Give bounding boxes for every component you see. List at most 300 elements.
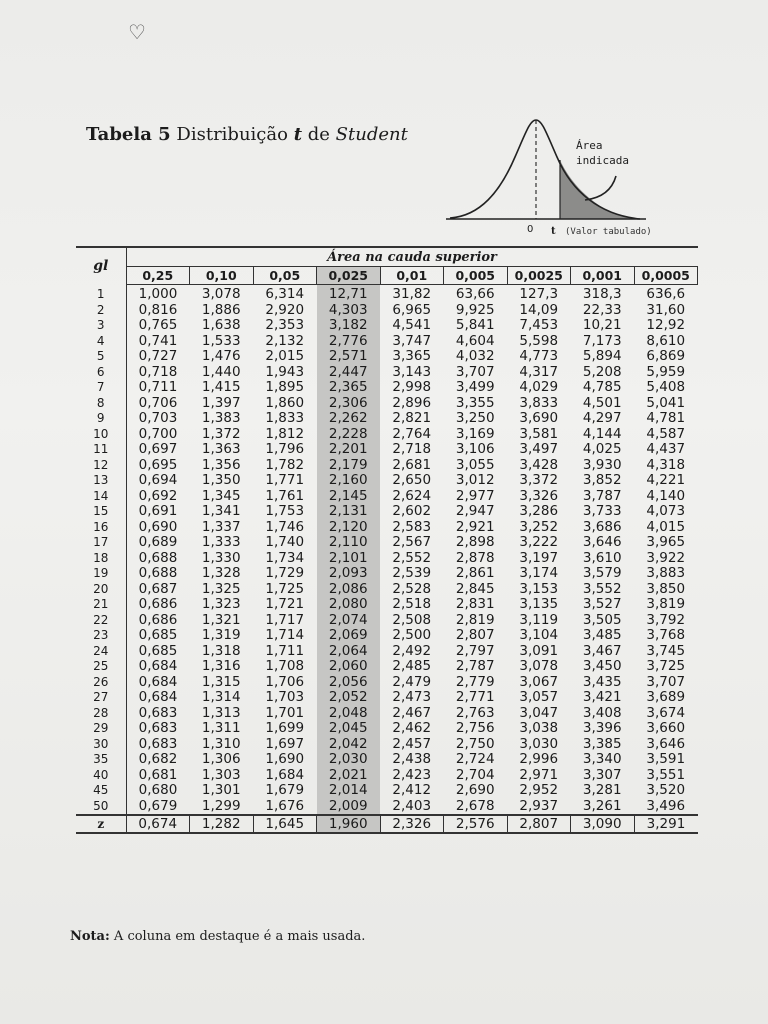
value-cell: 2,787 — [455, 658, 495, 674]
value-cell: 0,706 — [138, 394, 178, 411]
value-cell: 2,690 — [455, 782, 495, 798]
value-cell: 2,998 — [392, 379, 432, 395]
value-cell: 3,747 — [392, 332, 432, 349]
value-cell: 2,262 — [317, 411, 381, 427]
value-cell: 3,182 — [317, 318, 381, 334]
value-cell: 3,497 — [519, 441, 559, 457]
note-label: Nota: — [70, 929, 110, 944]
note-text: A coluna em destaque é a mais usada. — [113, 929, 366, 944]
value-cell: 2,776 — [317, 334, 381, 350]
value-cell: 0,741 — [138, 332, 178, 349]
value-cell: 3,030 — [519, 735, 559, 752]
value-cell: 1,708 — [265, 658, 305, 674]
value-cell: 2,042 — [317, 737, 381, 753]
table-row — [76, 659, 698, 675]
df-cell: 10 — [76, 427, 126, 443]
df-cell: 16 — [76, 520, 126, 536]
value-cell: 4,317 — [519, 363, 559, 380]
value-cell: 1,746 — [265, 518, 305, 535]
value-cell: 4,025 — [582, 441, 622, 457]
value-cell: 0,686 — [138, 596, 178, 612]
value-cell: 3,689 — [646, 689, 686, 705]
value-cell: 2,179 — [317, 458, 381, 474]
z-row — [76, 815, 698, 833]
axis-caption: (Valor tabulado) — [565, 227, 652, 237]
prob-header: 0,10 — [190, 267, 254, 285]
value-cell: 2,423 — [392, 766, 432, 783]
value-cell: 1,333 — [201, 534, 241, 550]
value-cell: 7,453 — [519, 317, 559, 333]
value-cell: 0,703 — [138, 410, 178, 426]
value-cell: 3,745 — [646, 642, 686, 659]
value-cell: 2,015 — [265, 348, 305, 364]
value-cell: 2,447 — [317, 365, 381, 381]
value-cell: 5,408 — [646, 379, 686, 395]
value-cell: 3,355 — [455, 394, 495, 411]
value-cell: 0,680 — [138, 782, 178, 798]
value-cell: 2,500 — [392, 627, 432, 643]
value-cell: 0,718 — [138, 363, 178, 380]
value-cell: 1,341 — [201, 503, 241, 519]
table-row — [76, 675, 698, 691]
value-cell: 3,055 — [455, 456, 495, 473]
value-cell: 3,660 — [646, 720, 686, 736]
value-cell: 2,567 — [392, 534, 432, 550]
value-cell: 1,345 — [201, 487, 241, 504]
value-cell: 14,09 — [519, 301, 559, 318]
table-row — [76, 458, 698, 474]
value-cell: 1,753 — [265, 503, 305, 519]
value-cell: 0,816 — [138, 301, 178, 318]
value-cell: 9,925 — [455, 301, 495, 318]
value-cell: 2,779 — [455, 673, 495, 690]
value-cell: 1,703 — [265, 689, 305, 705]
value-cell: 5,041 — [646, 394, 686, 411]
value-cell: 1,706 — [265, 673, 305, 690]
value-cell: 0,686 — [138, 611, 178, 628]
value-cell: 2,996 — [519, 751, 559, 767]
value-cell: 4,318 — [646, 456, 686, 473]
value-cell: 2,457 — [392, 735, 432, 752]
value-cell: 127,3 — [519, 286, 559, 302]
value-cell: 2,228 — [317, 427, 381, 443]
value-cell: 1,895 — [265, 379, 305, 395]
value-cell: 8,610 — [646, 332, 686, 349]
value-cell: 3,733 — [582, 503, 622, 519]
value-cell: 4,501 — [582, 394, 622, 411]
value-cell: 4,221 — [646, 472, 686, 488]
table-row — [76, 768, 698, 784]
value-cell: 0,684 — [138, 673, 178, 690]
table-row — [76, 285, 698, 303]
value-cell: 3,467 — [582, 642, 622, 659]
df-cell: 4 — [76, 334, 126, 350]
area-header: Área na cauda superior — [126, 247, 698, 267]
df-cell: 35 — [76, 752, 126, 768]
value-cell: 1,316 — [201, 658, 241, 674]
value-cell: 0,681 — [138, 766, 178, 783]
value-cell: 1,714 — [265, 627, 305, 643]
value-cell: 2,048 — [317, 706, 381, 722]
value-cell: 2,132 — [265, 332, 305, 349]
value-cell: 0,711 — [138, 379, 178, 395]
value-cell: 4,773 — [519, 348, 559, 364]
value-cell: 2,160 — [317, 473, 381, 489]
value-cell: 3,307 — [582, 766, 622, 783]
value-cell: 2,485 — [392, 658, 432, 674]
table-row — [76, 783, 698, 799]
value-cell: 2,921 — [455, 518, 495, 535]
t-distribution-figure — [440, 112, 660, 227]
value-cell: 2,412 — [392, 782, 432, 798]
z-value-cell: 1,960 — [317, 815, 381, 833]
df-cell: 25 — [76, 659, 126, 675]
value-cell: 3,119 — [519, 611, 559, 628]
value-cell: 2,845 — [455, 580, 495, 597]
value-cell: 6,869 — [646, 348, 686, 364]
value-cell: 2,052 — [317, 690, 381, 706]
value-cell: 2,583 — [392, 518, 432, 535]
value-cell: 2,064 — [317, 644, 381, 660]
value-cell: 0,685 — [138, 642, 178, 659]
value-cell: 3,174 — [519, 565, 559, 581]
value-cell: 4,144 — [582, 425, 622, 442]
value-cell: 2,602 — [392, 503, 432, 519]
value-cell: 3,408 — [582, 704, 622, 721]
value-cell: 3,707 — [455, 363, 495, 380]
table-row — [76, 334, 698, 350]
value-cell: 3,520 — [646, 782, 686, 798]
z-value-cell: 1,645 — [253, 815, 317, 833]
value-cell: 0,700 — [138, 425, 178, 442]
value-cell: 7,173 — [582, 332, 622, 349]
value-cell: 1,383 — [201, 410, 241, 426]
df-cell: 21 — [76, 597, 126, 613]
df-cell: 15 — [76, 504, 126, 520]
table-row — [76, 706, 698, 722]
value-cell: 12,71 — [317, 285, 381, 303]
value-cell: 4,587 — [646, 425, 686, 442]
value-cell: 2,947 — [455, 503, 495, 519]
df-cell: 50 — [76, 799, 126, 816]
value-cell: 0,683 — [138, 720, 178, 736]
value-cell: 2,898 — [455, 534, 495, 550]
value-cell: 0,727 — [138, 348, 178, 364]
value-cell: 1,886 — [201, 301, 241, 318]
table-row — [76, 380, 698, 396]
prob-header: 0,025 — [317, 267, 381, 285]
value-cell: 0,684 — [138, 658, 178, 674]
df-cell: 18 — [76, 551, 126, 567]
value-cell: 2,807 — [455, 627, 495, 643]
value-cell: 3,078 — [201, 286, 241, 302]
value-cell: 3,646 — [582, 534, 622, 550]
value-cell: 2,101 — [317, 551, 381, 567]
value-cell: 2,014 — [317, 783, 381, 799]
value-cell: 1,440 — [201, 363, 241, 380]
value-cell: 2,492 — [392, 642, 432, 659]
title-t: t — [293, 124, 303, 145]
value-cell: 1,729 — [265, 565, 305, 581]
value-cell: 1,796 — [265, 441, 305, 457]
table-row — [76, 473, 698, 489]
value-cell: 2,479 — [392, 673, 432, 690]
value-cell: 2,861 — [455, 565, 495, 581]
value-cell: 3,686 — [582, 518, 622, 535]
value-cell: 2,030 — [317, 752, 381, 768]
df-cell: 17 — [76, 535, 126, 551]
value-cell: 1,314 — [201, 689, 241, 705]
df-cell: 3 — [76, 318, 126, 334]
value-cell: 4,437 — [646, 441, 686, 457]
value-cell: 2,878 — [455, 549, 495, 566]
value-cell: 318,3 — [582, 286, 622, 302]
value-cell: 3,922 — [646, 549, 686, 566]
value-cell: 1,943 — [265, 363, 305, 380]
value-cell: 1,310 — [201, 735, 241, 752]
value-cell: 5,841 — [455, 317, 495, 333]
axis-zero-label: 0 — [527, 224, 534, 235]
value-cell: 3,153 — [519, 580, 559, 597]
value-cell: 3,646 — [646, 735, 686, 752]
value-cell: 3,135 — [519, 596, 559, 612]
value-cell: 2,365 — [317, 380, 381, 396]
z-value-cell: 2,807 — [507, 815, 571, 833]
df-cell: 2 — [76, 303, 126, 319]
value-cell: 1,684 — [265, 766, 305, 783]
value-cell: 3,365 — [392, 348, 432, 364]
title-student: Student — [335, 124, 408, 145]
table-row — [76, 365, 698, 381]
value-cell: 3,450 — [582, 658, 622, 674]
value-cell: 1,812 — [265, 425, 305, 442]
area-label-line2: indicada — [576, 154, 629, 167]
df-cell: 19 — [76, 566, 126, 582]
value-cell: 0,679 — [138, 797, 178, 814]
value-cell: 1,711 — [265, 642, 305, 659]
table-row — [76, 644, 698, 660]
value-cell: 1,318 — [201, 642, 241, 659]
value-cell: 1,306 — [201, 751, 241, 767]
value-cell: 2,462 — [392, 720, 432, 736]
table-row — [76, 690, 698, 706]
df-cell: 22 — [76, 613, 126, 629]
heart-doodle: ♡ — [128, 20, 146, 44]
value-cell: 2,528 — [392, 580, 432, 597]
value-cell: 1,311 — [201, 720, 241, 736]
value-cell: 3,833 — [519, 394, 559, 411]
value-cell: 1,721 — [265, 596, 305, 612]
value-cell: 3,222 — [519, 534, 559, 550]
gl-header: gl — [76, 247, 126, 285]
value-cell: 1,717 — [265, 611, 305, 628]
value-cell: 1,701 — [265, 704, 305, 721]
value-cell: 6,314 — [265, 286, 305, 302]
t-distribution-table — [76, 246, 698, 834]
table-row — [76, 318, 698, 334]
value-cell: 2,764 — [392, 425, 432, 442]
table-title — [86, 124, 408, 145]
value-cell: 2,831 — [455, 596, 495, 612]
value-cell: 3,250 — [455, 410, 495, 426]
df-cell: 28 — [76, 706, 126, 722]
table-row — [76, 613, 698, 629]
value-cell: 2,937 — [519, 797, 559, 814]
value-cell: 31,82 — [392, 286, 432, 302]
z-value-cell: 0,674 — [126, 815, 190, 833]
value-cell: 2,704 — [455, 766, 495, 783]
value-cell: 3,552 — [582, 580, 622, 597]
value-cell: 2,718 — [392, 441, 432, 457]
value-cell: 2,086 — [317, 582, 381, 598]
df-cell: 12 — [76, 458, 126, 474]
value-cell: 2,045 — [317, 721, 381, 737]
value-cell: 2,678 — [455, 797, 495, 814]
value-cell: 1,323 — [201, 596, 241, 612]
value-cell: 3,787 — [582, 487, 622, 504]
z-value-cell: 3,090 — [571, 815, 635, 833]
value-cell: 1,679 — [265, 782, 305, 798]
value-cell: 0,682 — [138, 751, 178, 767]
prob-header: 0,001 — [571, 267, 635, 285]
value-cell: 2,819 — [455, 611, 495, 628]
value-cell: 1,372 — [201, 425, 241, 442]
prob-header: 0,005 — [444, 267, 508, 285]
value-cell: 5,959 — [646, 363, 686, 380]
value-cell: 2,539 — [392, 565, 432, 581]
value-cell: 3,852 — [582, 472, 622, 488]
df-cell: 45 — [76, 783, 126, 799]
value-cell: 0,683 — [138, 704, 178, 721]
value-cell: 4,140 — [646, 487, 686, 504]
value-cell: 1,690 — [265, 751, 305, 767]
density-curve — [450, 120, 640, 219]
df-cell: 30 — [76, 737, 126, 753]
title-pre: Distribuição — [176, 124, 288, 145]
table-row — [76, 551, 698, 567]
value-cell: 6,965 — [392, 301, 432, 318]
value-cell: 3,581 — [519, 425, 559, 442]
title-label: Tabela 5 — [86, 124, 171, 145]
table-row — [76, 582, 698, 598]
value-cell: 1,415 — [201, 379, 241, 395]
probability-header-row — [76, 267, 698, 285]
value-cell: 0,688 — [138, 565, 178, 581]
value-cell: 2,080 — [317, 597, 381, 613]
value-cell: 3,286 — [519, 503, 559, 519]
value-cell: 3,850 — [646, 580, 686, 597]
value-cell: 3,169 — [455, 425, 495, 442]
df-cell: 7 — [76, 380, 126, 396]
value-cell: 0,697 — [138, 441, 178, 457]
value-cell: 0,685 — [138, 627, 178, 643]
value-cell: 3,819 — [646, 596, 686, 612]
table-row — [76, 535, 698, 551]
value-cell: 3,768 — [646, 627, 686, 643]
value-cell: 2,552 — [392, 549, 432, 566]
value-cell: 3,965 — [646, 534, 686, 550]
value-cell: 4,029 — [519, 379, 559, 395]
value-cell: 4,541 — [392, 317, 432, 333]
value-cell: 1,303 — [201, 766, 241, 783]
table-row — [76, 411, 698, 427]
axis-t-label: t — [551, 226, 556, 237]
prob-header: 0,0025 — [507, 267, 571, 285]
value-cell: 2,120 — [317, 520, 381, 536]
value-cell: 1,330 — [201, 549, 241, 566]
table-row — [76, 396, 698, 412]
value-cell: 3,078 — [519, 658, 559, 674]
value-cell: 0,691 — [138, 503, 178, 519]
value-cell: 63,66 — [455, 286, 495, 302]
value-cell: 1,697 — [265, 735, 305, 752]
z-value-cell: 1,282 — [190, 815, 254, 833]
table-row — [76, 721, 698, 737]
value-cell: 1,734 — [265, 549, 305, 566]
value-cell: 3,143 — [392, 363, 432, 380]
value-cell: 3,435 — [582, 673, 622, 690]
value-cell: 3,485 — [582, 627, 622, 643]
value-cell: 1,676 — [265, 797, 305, 814]
df-cell: 29 — [76, 721, 126, 737]
value-cell: 2,438 — [392, 751, 432, 767]
value-cell: 2,724 — [455, 751, 495, 767]
value-cell: 1,328 — [201, 565, 241, 581]
value-cell: 3,551 — [646, 766, 686, 783]
value-cell: 1,740 — [265, 534, 305, 550]
value-cell: 3,421 — [582, 689, 622, 705]
value-cell: 2,681 — [392, 456, 432, 473]
table-body — [76, 285, 698, 834]
shaded-tail-area — [560, 160, 642, 219]
df-cell: 14 — [76, 489, 126, 505]
value-cell: 4,073 — [646, 503, 686, 519]
value-cell: 3,326 — [519, 487, 559, 504]
value-cell: 4,015 — [646, 518, 686, 535]
value-cell: 3,057 — [519, 689, 559, 705]
value-cell: 10,21 — [582, 317, 622, 333]
value-cell: 4,785 — [582, 379, 622, 395]
value-cell: 2,074 — [317, 613, 381, 629]
value-cell: 3,674 — [646, 704, 686, 721]
value-cell: 0,684 — [138, 689, 178, 705]
value-cell: 1,725 — [265, 580, 305, 597]
value-cell: 1,533 — [201, 332, 241, 349]
value-cell: 1,301 — [201, 782, 241, 798]
value-cell: 2,771 — [455, 689, 495, 705]
df-cell: 20 — [76, 582, 126, 598]
value-cell: 31,60 — [646, 301, 686, 318]
value-cell: 2,750 — [455, 735, 495, 752]
df-cell: 40 — [76, 768, 126, 784]
value-cell: 3,610 — [582, 549, 622, 566]
value-cell: 2,021 — [317, 768, 381, 784]
value-cell: 1,397 — [201, 394, 241, 411]
value-cell: 3,591 — [646, 751, 686, 767]
value-cell: 1,476 — [201, 348, 241, 364]
value-cell: 2,060 — [317, 659, 381, 675]
value-cell: 0,690 — [138, 518, 178, 535]
value-cell: 1,356 — [201, 456, 241, 473]
value-cell: 1,638 — [201, 317, 241, 333]
area-label-line1: Área — [576, 139, 603, 152]
value-cell: 3,505 — [582, 611, 622, 628]
table-row — [76, 504, 698, 520]
value-cell: 1,325 — [201, 580, 241, 597]
value-cell: 1,350 — [201, 472, 241, 488]
value-cell: 2,110 — [317, 535, 381, 551]
value-cell: 0,688 — [138, 549, 178, 566]
